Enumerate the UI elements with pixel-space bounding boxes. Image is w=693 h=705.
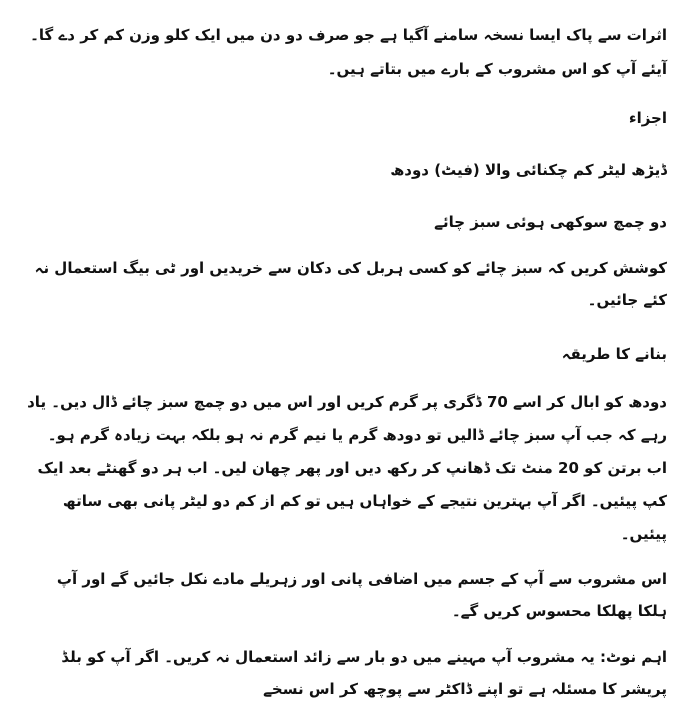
benefit-paragraph: اس مشروب سے آپ کے جسم میں اضافی پانی اور زہریلے مادے نکل جائیں گے اور آپ ہلکا پھلکا محسوس کریں گے۔ <box>56 570 667 620</box>
method-paragraph: دودھ کو ابال کر اسے 70 ڈگری پر گرم کریں اور اس میں دو چمچ سبز چائے ڈال دیں۔ یاد رہے کہ جب آپ سبز چائے ڈالیں تو دودھ گرم یا نیم گرم نہ ہو بلکہ بہت زیادہ گرم ہو۔ اب برتن کو 20 منٹ تک ڈھانپ کر رکھ دیں اور پھر چھان لیں۔ اب ہر دو گھنٹے بعد ایک کپ پیئیں۔ اگر آپ بہترین نتیجے کے خواہاں ہیں تو کم از کم دو لیٹر پانی بھی ساتھ پیئیں۔ <box>27 393 667 543</box>
method-heading: بنانے کا طریقہ <box>561 345 667 363</box>
intro-paragraph: اثرات سے پاک ایسا نسخہ سامنے آگیا ہے جو صرف دو دن میں ایک کلو وزن کم کر دے گا۔ آیئے آپ کو اس مشروب کے بارے میں بتاتے ہیں۔ <box>30 26 667 78</box>
ingredients-heading: اجزاء <box>628 109 667 127</box>
ingredient-green-tea: دو چمچ سوکھی ہوئی سبز چائے <box>434 213 667 231</box>
important-note: اہم نوٹ: یہ مشروب آپ مہینے میں دو بار سے زائد استعمال نہ کریں۔ اگر آپ کو بلڈ پریشر کا مسئلہ ہے تو اپنے ڈاکٹر سے پوچھ کر اس نسخے <box>61 648 667 698</box>
tip-paragraph: کوشش کریں کہ سبز چائے کو کسی ہربل کی دکان سے خریدیں اور ٹی بیگ استعمال نہ کئے جائیں۔ <box>34 259 667 309</box>
ingredient-milk: ڈیڑھ لیٹر کم چکنائی والا (فیٹ) دودھ <box>390 161 667 179</box>
